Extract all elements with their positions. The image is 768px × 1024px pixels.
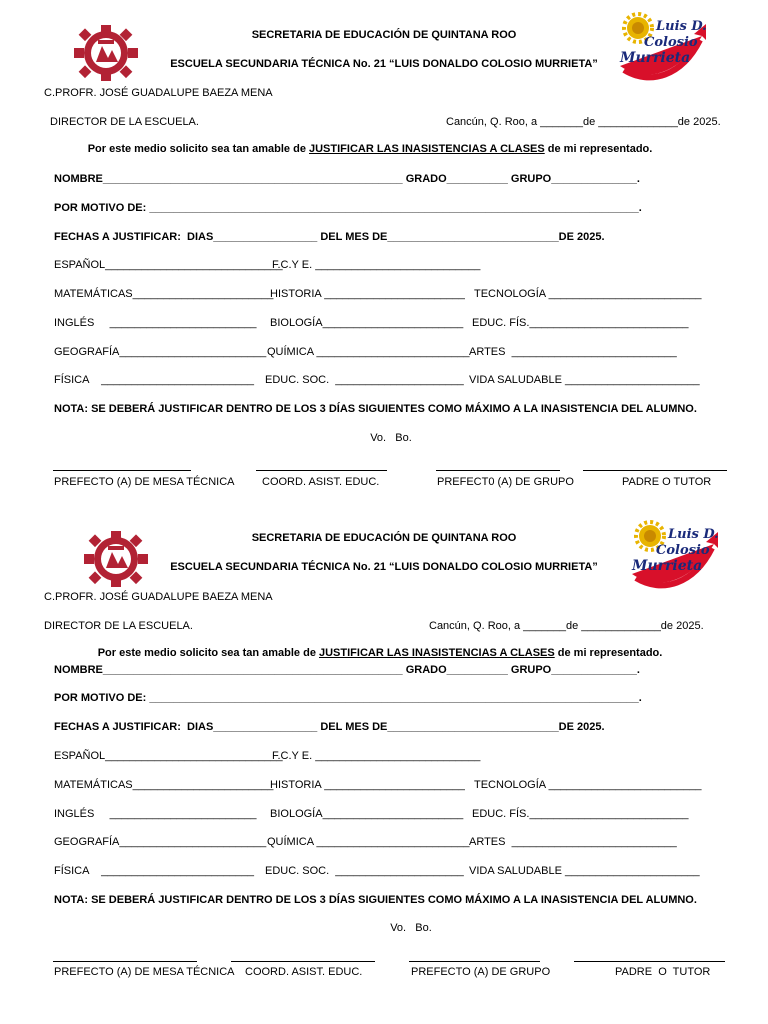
subject-educ-soc[interactable]: EDUC. SOC. _____________________ [265,865,464,877]
subject-fisica[interactable]: FÍSICA _________________________ [54,865,255,877]
vobo: Vo. Bo. [390,922,432,934]
fechas-field[interactable]: FECHAS A JUSTIFICAR: DIAS_________________ DEL MES DE____________________________DE 2025. [54,721,605,733]
subject-artes[interactable]: ARTES ___________________________ [469,836,677,848]
luis-colosio-logo-icon [616,10,708,86]
secretaria-title: SECRETARIA DE EDUCACIÓN DE QUINTANA ROO [251,532,517,544]
signature-label-4: PADRE O TUTOR [615,966,711,978]
place-date: Cancún, Q. Roo, a _______de _____________de 2025. [429,620,704,632]
subject-quimica[interactable]: QUÍMICA _________________________ [267,346,470,358]
signature-label-3: PREFECTO (A) DE GRUPO [411,966,551,978]
request-suffix: de mi representado. [554,647,663,659]
fechas-field[interactable]: FECHAS A JUSTIFICAR: DIAS_________________ DEL MES DE____________________________DE 2025. [54,231,605,243]
logo-right-text-1: Luis D. [656,19,707,34]
subject-fcye[interactable]: F.C.Y E. ___________________________ [272,750,481,762]
logo-right-text-3: Murrieta [632,558,703,574]
signature-line-4 [583,470,727,471]
signature-label-4: PADRE O TUTOR [622,476,712,488]
logo-right-text-2: Colosio [656,543,710,558]
nota: NOTA: SE DEBERÁ JUSTIFICAR DENTRO DE LOS 3 DÍAS SIGUIENTES COMO MÁXIMO A LA INASISTENCIA DEL ALUMNO. [54,403,697,415]
subject-historia[interactable]: HISTORIA _______________________ [270,288,465,300]
subject-artes[interactable]: ARTES ___________________________ [469,346,677,358]
request-underlined: JUSTIFICAR LAS INASISTENCIAS A CLASES [319,647,555,659]
request-underlined: JUSTIFICAR LAS INASISTENCIAS A CLASES [309,143,545,155]
subject-vida-saludable[interactable]: VIDA SALUDABLE ______________________ [469,865,700,877]
nombre-field[interactable]: NOMBRE_________________________________________________ GRADO__________ GRUPO______________. [54,173,640,185]
secretaria-title: SECRETARIA DE EDUCACIÓN DE QUINTANA ROO [251,29,517,41]
subject-geografia[interactable]: GEOGRAFÍA________________________ [54,836,267,848]
subject-educ-soc[interactable]: EDUC. SOC. _____________________ [265,374,464,386]
request-prefix: Por este medio solicito sea tan amable de [97,647,319,659]
subject-fisica[interactable]: FÍSICA _________________________ [54,374,255,386]
addressee-title: DIRECTOR DE LA ESCUELA. [50,116,199,128]
signature-line-1 [53,961,197,962]
subject-fcye[interactable]: F.C.Y E. ___________________________ [272,259,481,271]
subject-educ-fis[interactable]: EDUC. FÍS.__________________________ [472,808,689,820]
subject-historia[interactable]: HISTORIA _______________________ [270,779,465,791]
luis-colosio-logo-icon [628,518,720,594]
subject-biologia[interactable]: BIOLOGÍA_______________________ [270,317,464,329]
request-sentence [0,143,740,156]
place-date: Cancún, Q. Roo, a _______de _____________de 2025. [446,116,721,128]
signature-line-4 [574,961,725,962]
signature-line-2 [231,961,375,962]
signature-label-1: PREFECTO (A) DE MESA TÉCNICA [54,966,235,978]
motivo-field[interactable]: POR MOTIVO DE: ________________________________________________________________________________. [54,202,642,214]
signature-line-3 [409,961,540,962]
subject-espanol[interactable]: ESPAÑOL_____________________________ [54,259,283,271]
signature-line-1 [53,470,191,471]
subject-ingles[interactable]: INGLÉS ________________________ [54,808,257,820]
subject-matematicas[interactable]: MATEMÁTICAS_______________________ [54,288,274,300]
signature-line-3 [436,470,560,471]
addressee-name: C.PROFR. JOSÉ GUADALUPE BAEZA MENA [44,591,273,603]
school-title: ESCUELA SECUNDARIA TÉCNICA No. 21 “LUIS DONALDO COLOSIO MURRIETA” [170,561,598,573]
subject-biologia[interactable]: BIOLOGÍA_______________________ [270,808,464,820]
addressee-title: DIRECTOR DE LA ESCUELA. [44,620,193,632]
subject-ingles[interactable]: INGLÉS ________________________ [54,317,257,329]
logo-right-text-2: Colosio [644,35,698,50]
subject-espanol[interactable]: ESPAÑOL_____________________________ [54,750,283,762]
subject-quimica[interactable]: QUÍMICA _________________________ [267,836,470,848]
nombre-field[interactable]: NOMBRE_________________________________________________ GRADO__________ GRUPO______________. [54,664,640,676]
logo-right-text-1: Luis D. [668,527,719,542]
request-suffix: de mi representado. [544,143,653,155]
logo-right-text-3: Murrieta [620,50,691,66]
signature-label-3: PREFECT0 (A) DE GRUPO [437,476,574,488]
subject-tecnologia[interactable]: TECNOLOGÍA _________________________ [474,288,702,300]
subject-geografia[interactable]: GEOGRAFÍA________________________ [54,346,267,358]
addressee-name: C.PROFR. JOSÉ GUADALUPE BAEZA MENA [44,87,273,99]
request-prefix: Por este medio solicito sea tan amable de [87,143,309,155]
nota: NOTA: SE DEBERÁ JUSTIFICAR DENTRO DE LOS 3 DÍAS SIGUIENTES COMO MÁXIMO A LA INASISTENCIA DEL ALUMNO. [54,894,697,906]
signature-label-2: COORD. ASIST. EDUC. [262,476,380,488]
subject-tecnologia[interactable]: TECNOLOGÍA _________________________ [474,779,702,791]
signature-line-2 [256,470,387,471]
subject-vida-saludable[interactable]: VIDA SALUDABLE ______________________ [469,374,700,386]
motivo-field[interactable]: POR MOTIVO DE: ________________________________________________________________________________. [54,692,642,704]
request-sentence [0,647,760,660]
school-title: ESCUELA SECUNDARIA TÉCNICA No. 21 “LUIS DONALDO COLOSIO MURRIETA” [170,58,598,70]
signature-label-2: COORD. ASIST. EDUC. [245,966,363,978]
signature-label-1: PREFECTO (A) DE MESA TÉCNICA [54,476,235,488]
subject-educ-fis[interactable]: EDUC. FÍS.__________________________ [472,317,689,329]
subject-matematicas[interactable]: MATEMÁTICAS_______________________ [54,779,274,791]
vobo: Vo. Bo. [370,432,412,444]
